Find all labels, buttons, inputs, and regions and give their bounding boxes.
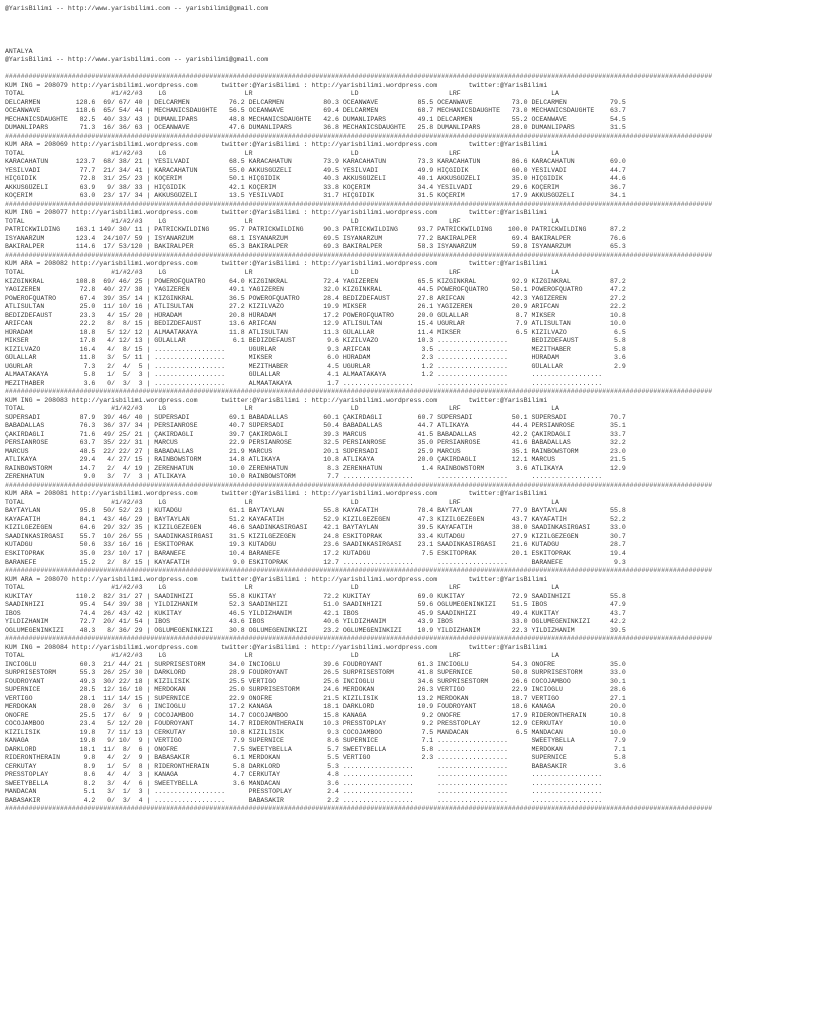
result-row: ONOFRE 25.5 17/ 6/ 9 | COCOJAMBOO 14.7 COCOJAMBOO 15.8 KANAGA 9.2 ONOFRE 17.9 RIDERONTHERAIN 10.8 [5,711,626,719]
column-header: TOTAL #1/#2/#3 LG LR LD LRF LA [5,498,559,506]
result-row: SAADINKASIRGASI 55.7 10/ 26/ 55 | SAADINKASIRGASI 31.5 KIZILGEZEGEN 24.8 ESKITOPRAK 33.4 KUTADGU 27.9 KIZILGEZEGEN 30.7 [5,532,626,540]
result-row: MERDOKAN 28.0 26/ 3/ 6 | INCIOGLU 17.2 KANAGA 18.1 DARKLORD 10.9 FOUDROYANT 18.6 KANAGA 20.0 [5,703,626,711]
result-row: ESKITOPRAK 35.0 23/ 10/ 17 | BARANEFE 10.4 BARANEFE 17.2 KUTADGU 7.5 ESKITOPRAK 20.1 ESKITOPRAK 19.4 [5,550,626,557]
column-header: TOTAL #1/#2/#3 LG LR LD LRF LA [5,149,559,157]
separator-line: #################################################################################################################################################################################### [5,388,713,396]
separator-line: #################################################################################################################################################################################### [5,567,713,575]
result-row: GÜLALLAR 11.8 3/ 5/ 11 | .................. MIKSER 6.0 HÜRADAM 2.3 .................. HÜRADAM 3.6 [5,354,626,362]
result-row: CERKUTAY 8.9 1/ 5/ 8 | RIDERONTHERAIN 5.8 DARKLORD 5.3 .................. .................. BABASAKIR 3.6 [5,762,626,770]
contact-line: @YarisBilimi -- http://www.yarisbilimi.com -- yarisbilimi@gmail.com [5,5,269,12]
result-row: BAYTAYLAN 95.8 50/ 52/ 23 | KUTADGU 61.1 BAYTAYLAN 55.8 KAYAFATIH 78.4 BAYTAYLAN 77.9 BAYTAYLAN 55.8 [5,507,626,515]
race-header: KUM ING = 208084 http://yarisbilimi.wordpress.com twitter:@YarisBilimi : http://yarisbilimi.wordpress.com twitter:@YarisBilimi [5,643,548,651]
result-row: POWEROFQUATRO 67.4 39/ 35/ 14 | KIZGINKRAL 36.5 POWEROFQUATRO 28.4 BEDIZDEFAUST 27.8 ARIFCAN 42.3 YAGIZEREN 27.2 [5,294,626,302]
result-row: BARANEFE 15.2 2/ 8/ 15 | KAYAFATIH 9.0 ESKITOPRAK 12.7 .................. .................. BARANEFE 9.3 [5,558,626,566]
race-header: KUM ARA = 208070 http://yarisbilimi.wordpress.com twitter:@YarisBilimi : http://yarisbilimi.wordpress.com twitter:@YarisBilimi [5,575,548,583]
result-row: ÇAKIRDAGLI 71.6 49/ 25/ 21 | ÇAKIRDAGLI 39.7 ÇAKIRDAGLI 39.3 MARCUS 41.5 BABADALLAS 42.2 ÇAKIRDAGLI 33.7 [5,430,626,438]
result-row: UGURLAR 7.3 2/ 4/ 5 | .................. MEZITHABER 4.5 UGURLAR 1.2 .................. GÜLALLAR 2.9 [5,362,626,370]
result-row: ALMAATAKAYA 5.8 1/ 5/ 3 | .................. GÜLALLAR 4.1 ALMAATAKAYA 1.2 .................. .................. [5,371,626,379]
column-header: TOTAL #1/#2/#3 LG LR LD LRF LA [5,652,559,660]
result-row: OCEANWAVE 118.6 65/ 54/ 44 | MECHANICSDAUGHTE 56.5 OCEANWAVE 69.4 DELCARMEN 68.7 MECHANICSDAUGHTE 73.0 MECHANICSDAUGHTE 63.7 [5,107,626,115]
result-row: HÜRADAM 18.8 5/ 12/ 12 | ALMAATAKAYA 11.8 ATLISULTAN 11.3 GÜLALLAR 11.4 MIKSER 6.5 KIZILVAZO 6.5 [5,328,626,336]
race-header: KUM ING = 208077 http://yarisbilimi.wordpress.com twitter:@YarisBilimi : http://yarisbilimi.wordpress.com twitter:@YarisBilimi [5,209,548,217]
result-row: MIKSER 17.8 4/ 12/ 13 | GÜLALLAR 6.1 BEDIZDEFAUST 9.6 KIZILVAZO 10.3 .................. BEDIZDEFAUST 5.8 [5,337,626,345]
result-row: IBOS 74.4 26/ 43/ 42 | KUKITAY 46.5 YILDIZHANIM 42.1 IBOS 45.9 SAADINHIZI 49.4 KUKITAY 43.7 [5,609,626,617]
result-row: ISYANARZUM 123.4 24/107/ 59 | ISYANARZUM 68.1 ISYANARZUM 69.5 ISYANARZUM 77.2 BAKIRALPER 69.4 BAKIRALPER 76.6 [5,234,626,242]
result-row: ATLIKAYA 29.4 4/ 27/ 15 | RAINBOWSTORM 14.8 ATLIKAYA 10.8 ATLIKAYA 20.0 ÇAKIRDAGLI 12.1 MARCUS 21.5 [5,456,626,464]
race-header: KUM ARA = 208082 http://yarisbilimi.wordpress.com twitter:@YarisBilimi : http://yarisbilimi.wordpress.com twitter:@YarisBilimi [5,260,548,268]
result-row: BEDIZDEFAUST 23.3 4/ 15/ 20 | HÜRADAM 20.8 HÜRADAM 17.2 POWEROFQUATRO 20.0 GÜLALLAR 8.7 MIKSER 10.8 [5,311,626,319]
result-row: BABADALLAS 76.3 36/ 37/ 34 | PERSIANROSE 40.7 SÜPERSADI 50.4 BABADALLAS 44.7 ATLIKAYA 44.4 PERSIANROSE 35.1 [5,422,626,430]
contact-line: @YarisBilimi -- http://www.yarisbilimi.com -- yarisbilimi@gmail.com [5,56,269,64]
spacer [5,14,831,23]
separator-line: #################################################################################################################################################################################### [5,481,713,489]
separator-line: #################################################################################################################################################################################### [5,805,713,813]
result-row: FOUDROYANT 49.3 30/ 22/ 18 | KIZILISIK 25.5 VERTIGO 25.6 INCIOGLU 34.6 SURPRISESTORM 26.6 COCOJAMBOO 30.1 [5,677,626,685]
result-row: KAYAFATIH 84.1 43/ 46/ 29 | BAYTAYLAN 51.2 KAYAFATIH 52.9 KIZILGEZEGEN 47.3 KIZILGEZEGEN 43.7 KAYAFATIH 52.2 [5,515,626,523]
result-row: KIZILISIK 19.8 7/ 11/ 13 | CERKUTAY 10.8 KIZILISIK 9.3 COCOJAMBOO 7.5 MANDACAN 6.5 MANDACAN 10.0 [5,728,626,736]
result-row: COCOJAMBOO 23.4 5/ 12/ 20 | FOUDROYANT 14.7 RIDERONTHERAIN 10.3 PRESSTOPLAY 9.2 PRESSTOPLAY 12.9 CERKUTAY 10.0 [5,720,626,728]
result-row: MECHANICSDAUGHTE 82.5 40/ 33/ 43 | DUMANLIPARS 48.8 MECHANICSDAUGHTE 42.6 DUMANLIPARS 49.1 DELCARMEN 55.2 OCEANWAVE 54.5 [5,115,626,123]
result-row: ARIFCAN 22.2 8/ 8/ 15 | BEDIZDEFAUST 13.6 ARIFCAN 12.9 ATLISULTAN 15.4 UGURLAR 7.9 ATLISULTAN 10.0 [5,320,626,328]
result-row: YILDIZHANIM 72.7 20/ 41/ 54 | IBOS 43.6 IBOS 40.6 YILDIZHANIM 43.9 IBOS 33.0 OGLUMEGENINKIZI 42.2 [5,618,626,626]
result-row: SURPRISESTORM 55.3 26/ 25/ 30 | DARKLORD 28.9 FOUDROYANT 26.5 SURPRISESTORM 41.8 SUPERNICE 50.8 SURPRISESTORM 33.0 [5,669,626,677]
report-document [5,5,831,814]
column-header: TOTAL #1/#2/#3 LG LR LD LRF LA [5,90,559,98]
result-row: YESILVADI 77.7 21/ 34/ 41 | KARACAHATUN 55.0 AKKUSGÜZELI 49.5 YESILVADI 49.9 HIÇGIDIK 60.0 YESILVADI 44.7 [5,166,626,174]
column-header: TOTAL #1/#2/#3 LG LR LD LRF LA [5,405,559,413]
result-row: RAINBOWSTORM 14.7 2/ 4/ 19 | ZERENHATUN 10.0 ZERENHATUN 8.3 ZERENHATUN 1.4 RAINBOWSTORM 3.6 ATLIKAYA 12.9 [5,464,626,472]
result-row: PATRICKWILDING 163.1 149/ 30/ 11 | PATRICKWILDING 95.7 PATRICKWILDING 90.3 PATRICKWILDING 93.7 PATRICKWILDING 100.0 PATRICKWILDING 87.2 [5,226,626,234]
result-row: INCIOGLU 60.3 21/ 44/ 21 | SURPRISESTORM 34.0 INCIOGLU 39.6 FOUDROYANT 61.3 INCIOGLU 54.3 ONOFRE 35.0 [5,660,626,668]
city-title: ANTALYA [5,47,33,55]
result-row: OGLUMEGENINKIZI 48.3 8/ 36/ 29 | OGLUMEGENINKIZI 30.8 OGLUMEGENINKIZI 23.2 OGLUMEGENINKIZI 10.9 YILDIZHANIM 22.3 YILDIZHANIM 39.5 [5,626,626,634]
result-row: AKKUSGÜZELI 63.9 9/ 38/ 33 | HIÇGIDIK 42.1 KOÇERIM 33.8 KOÇERIM 34.4 YESILVADI 29.6 KOÇERIM 36.7 [5,183,626,191]
result-row: VERTIGO 28.1 11/ 14/ 15 | SUPERNICE 22.9 ONOFRE 21.5 KIZILISIK 13.2 MERDOKAN 18.7 VERTIGO 27.1 [5,694,626,702]
result-row: DELCARMEN 128.6 69/ 67/ 40 | DELCARMEN 76.2 DELCARMEN 80.3 OCEANWAVE 85.5 OCEANWAVE 73.0 DELCARMEN 79.5 [5,98,626,106]
result-row: BABASAKIR 4.2 0/ 3/ 4 | .................. BABASAKIR 2.2 .................. .................. .................. [5,796,626,804]
result-row: HIÇGIDIK 72.8 31/ 25/ 23 | KOÇERIM 50.1 HIÇGIDIK 40.3 AKKUSGÜZELI 40.1 AKKUSGÜZELI 35.0 HIÇGIDIK 44.6 [5,175,626,183]
result-row: DARKLORD 18.1 11/ 8/ 6 | ONOFRE 7.5 SWEETYBELLA 5.7 SWEETYBELLA 5.8 .................. MERDOKAN 7.1 [5,745,626,753]
result-row: KARACAHATUN 123.7 68/ 38/ 21 | YESILVADI 68.5 KARACAHATUN 73.9 KARACAHATUN 73.3 KARACAHATUN 86.6 KARACAHATUN 69.0 [5,158,626,166]
result-row: SAADINHIZI 95.4 54/ 39/ 38 | YILDIZHANIM 52.3 SAADINHIZI 51.0 SAADINHIZI 59.6 OGLUMEGENINKIZI 51.5 IBOS 47.9 [5,601,626,609]
result-row: KUKITAY 110.2 82/ 31/ 27 | SAADINHIZI 55.8 KUKITAY 72.2 KUKITAY 69.0 KUKITAY 72.9 SAADINHIZI 55.8 [5,592,626,600]
result-row: KANAGA 19.8 9/ 10/ 9 | VERTIGO 7.9 SUPERNICE 8.6 SUPERNICE 7.1 .................. SWEETYBELLA 7.9 [5,737,626,745]
result-row: YAGIZEREN 72.8 40/ 27/ 38 | YAGIZEREN 49.1 YAGIZEREN 32.0 KIZGINKRAL 44.5 POWEROFQUATRO 50.1 POWEROFQUATRO 47.2 [5,286,626,294]
race-header: KUM ARA = 208081 http://yarisbilimi.wordpress.com twitter:@YarisBilimi : http://yarisbilimi.wordpress.com twitter:@YarisBilimi [5,490,548,498]
separator-line: #################################################################################################################################################################################### [5,132,713,140]
separator-line: #################################################################################################################################################################################### [5,251,713,259]
result-row: KIZGINKRAL 108.8 69/ 46/ 25 | POWEROFQUATRO 64.0 KIZGINKRAL 72.4 YAGIZEREN 65.5 KIZGINKRAL 92.9 KIZGINKRAL 87.2 [5,277,626,285]
result-row: ATLISULTAN 25.0 11/ 10/ 16 | ATLISULTAN 27.2 KIZILVAZO 19.9 MIKSER 26.1 YAGIZEREN 20.9 ARIFCAN 22.2 [5,303,626,311]
spacer [5,22,831,31]
result-row: SWEETYBELLA 8.2 3/ 4/ 6 | SWEETYBELLA 3.6 MANDACAN 3.6 .................. .................. .................. [5,779,626,787]
result-row: SUPERNICE 28.5 12/ 16/ 10 | MERDOKAN 25.0 SURPRISESTORM 24.6 MERDOKAN 26.3 VERTIGO 22.9 INCIOGLU 28.6 [5,686,626,694]
result-row: RIDERONTHERAIN 9.8 4/ 2/ 9 | BABASAKIR 6.1 MERDOKAN 5.5 VERTIGO 2.3 .................. SUPERNICE 5.8 [5,754,626,762]
column-header: TOTAL #1/#2/#3 LG LR LD LRF LA [5,584,559,592]
result-row: BAKIRALPER 114.6 17/ 53/120 | BAKIRALPER 65.3 BAKIRALPER 69.3 BAKIRALPER 58.3 ISYANARZUM 59.8 ISYANARZUM 65.3 [5,243,626,251]
result-row: MEZITHABER 3.6 0/ 3/ 3 | .................. ALMAATAKAYA 1.7 .................. .................. .................. [5,379,626,387]
column-header: TOTAL #1/#2/#3 LG LR LD LRF LA [5,217,559,225]
result-row: MARCUS 48.5 22/ 22/ 27 | BABADALLAS 21.9 MARCUS 20.1 SÜPERSADI 25.9 MARCUS 35.1 RAINBOWSTORM 23.0 [5,447,626,455]
result-row: PERSIANROSE 63.7 35/ 22/ 31 | MARCUS 22.9 PERSIANROSE 32.5 PERSIANROSE 35.0 PERSIANROSE 41.6 BABADALLAS 32.2 [5,439,626,447]
result-row: KOÇERIM 63.0 23/ 17/ 34 | AKKUSGÜZELI 13.5 YESILVADI 31.7 HIÇGIDIK 31.5 KOÇERIM 17.9 AKKUSGÜZELI 34.1 [5,192,626,200]
separator-line: #################################################################################################################################################################################### [5,635,713,643]
race-header: KUM ARA = 208069 http://yarisbilimi.wordpress.com twitter:@YarisBilimi : http://yarisbilimi.wordpress.com twitter:@YarisBilimi [5,141,548,149]
result-row: KIZILGEZEGEN 64.6 29/ 32/ 35 | KIZILGEZEGEN 46.6 SAADINKASIRGASI 42.1 BAYTAYLAN 39.5 KAYAFATIH 38.0 SAADINKASIRGASI 33.0 [5,524,626,532]
result-row: ZERENHATUN 9.0 3/ 7/ 3 | ATLIKAYA 10.0 RAINBOWSTORM 7.7 .................. .................. .................. [5,473,626,481]
separator-line: #################################################################################################################################################################################### [5,200,713,208]
race-sections [5,73,831,814]
race-header: KUM ING = 208079 http://yarisbilimi.wordpress.com twitter:@YarisBilimi : http://yarisbilimi.wordpress.com twitter:@YarisBilimi [5,81,548,89]
result-row: DUMANLIPARS 71.3 16/ 36/ 63 | OCEANWAVE 47.6 DUMANLIPARS 36.8 MECHANICSDAUGHTE 25.8 DUMANLIPARS 28.0 DUMANLIPARS 31.5 [5,124,626,132]
result-row: MANDACAN 5.1 3/ 1/ 3 | .................. PRESSTOPLAY 2.4 .................. .................. .................. [5,788,626,796]
result-row: KUTADGU 50.6 33/ 16/ 16 | ESKITOPRAK 19.3 KUTADGU 23.6 SAADINKASIRGASI 23.1 SAADINKASIRGASI 21.6 KUTADGU 28.7 [5,541,626,549]
column-header: TOTAL #1/#2/#3 LG LR LD LRF LA [5,268,559,276]
separator-line: #################################################################################################################################################################################### [5,73,713,81]
result-row: PRESSTOPLAY 8.6 4/ 4/ 3 | KANAGA 4.7 CERKUTAY 4.8 .................. .................. .................. [5,771,626,779]
result-row: KIZILVAZO 16.4 4/ 8/ 15 | .................. UGURLAR 9.3 ARIFCAN 3.5 .................. MEZITHABER 5.8 [5,345,626,353]
spacer [5,31,831,40]
result-row: SÜPERSADI 87.9 39/ 46/ 40 | SÜPERSADI 69.1 BABADALLAS 60.1 ÇAKIRDAGLI 60.7 SÜPERSADI 50.1 SÜPERSADI 70.7 [5,413,626,421]
spacer [5,65,831,74]
spacer [5,39,831,48]
race-header: KUM ING = 208083 http://yarisbilimi.wordpress.com twitter:@YarisBilimi : http://yarisbilimi.wordpress.com twitter:@YarisBilimi [5,396,548,404]
